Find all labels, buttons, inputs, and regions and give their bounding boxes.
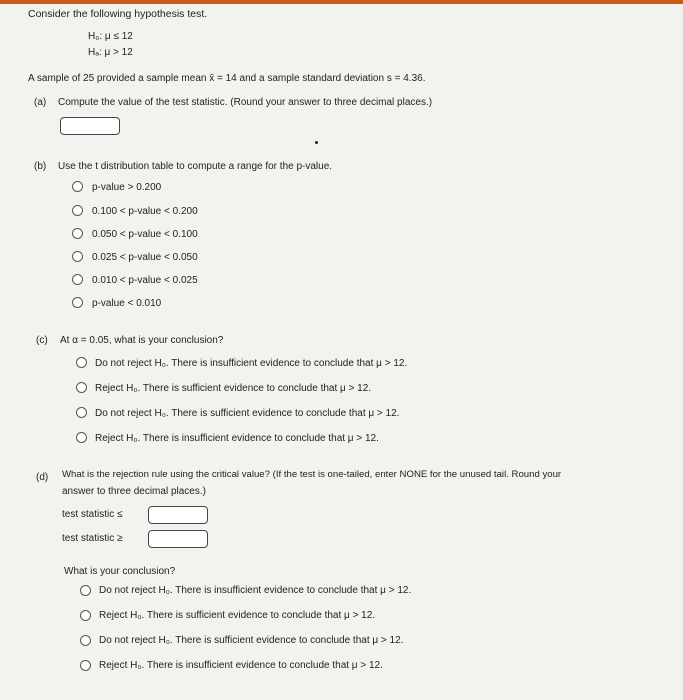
conclusion-c-option-1-label: Do not reject H₀. There is insufficient evidence to conclude that μ > 12. [95,358,408,369]
conclusion-c-option-4-radio[interactable] [76,432,87,443]
pvalue-option-4-label: 0.025 < p-value < 0.050 [92,252,198,263]
conclusion-d-option-1-label: Do not reject H₀. There is insufficient evidence to conclude that μ > 12. [99,585,412,596]
conclusion-d-option-3-label: Do not reject H₀. There is sufficient evidence to conclude that μ > 12. [99,635,404,646]
conclusion-c-option-1-radio[interactable] [76,357,87,368]
part-a-label: (a) [34,97,47,108]
pvalue-option-1-radio[interactable] [72,181,83,192]
conclusion-c-option-2-label: Reject H₀. There is sufficient evidence to conclude that μ > 12. [95,383,372,394]
pvalue-option-4-radio[interactable] [72,251,83,262]
alternative-hypothesis: Hₐ: μ > 12 [88,47,133,58]
pvalue-option-3-label: 0.050 < p-value < 0.100 [92,229,198,240]
top-accent-bar [0,0,683,4]
sample-statement: A sample of 25 provided a sample mean x̄ = 14 and a sample standard deviation s = 4.36. [28,73,426,84]
stray-dot [315,141,318,144]
part-d-question-line1: What is the rejection rule using the critical value? (If the test is one-tailed, enter NONE for the unused tail. Round your [62,469,562,480]
rejection-rule-upper-label: test statistic ≥ [62,533,123,544]
pvalue-option-3-radio[interactable] [72,228,83,239]
problem-title: Consider the following hypothesis test. [28,8,208,20]
part-c-question: At α = 0.05, what is your conclusion? [60,335,224,346]
test-statistic-input[interactable] [60,117,120,135]
conclusion-d-option-2-label: Reject H₀. There is sufficient evidence to conclude that μ > 12. [99,610,376,621]
part-b-label: (b) [34,161,47,172]
part-d-question-line2: answer to three decimal places.) [62,486,206,497]
conclusion-d-option-2-radio[interactable] [80,610,91,621]
part-b-question: Use the t distribution table to compute a range for the p-value. [58,161,333,172]
rejection-rule-upper-input[interactable] [148,530,208,548]
pvalue-option-5-radio[interactable] [72,274,83,285]
conclusion-c-option-3-label: Do not reject H₀. There is sufficient evidence to conclude that μ > 12. [95,408,400,419]
conclusion-d-option-4-label: Reject H₀. There is insufficient evidence to conclude that μ > 12. [99,660,383,671]
pvalue-option-2-label: 0.100 < p-value < 0.200 [92,206,198,217]
conclusion-d-option-4-radio[interactable] [80,660,91,671]
part-d-label: (d) [36,472,49,483]
pvalue-option-6-label: p-value < 0.010 [92,298,162,309]
null-hypothesis: H₀: μ ≤ 12 [88,31,133,42]
pvalue-option-2-radio[interactable] [72,205,83,216]
rejection-rule-lower-label: test statistic ≤ [62,509,123,520]
pvalue-option-6-radio[interactable] [72,297,83,308]
part-a-question: Compute the value of the test statistic. (Round your answer to three decimal places.) [58,97,433,108]
part-c-label: (c) [36,335,48,346]
conclusion-c-option-4-label: Reject H₀. There is insufficient evidence to conclude that μ > 12. [95,433,379,444]
pvalue-option-1-label: p-value > 0.200 [92,182,162,193]
conclusion-c-option-2-radio[interactable] [76,382,87,393]
conclusion-c-option-3-radio[interactable] [76,407,87,418]
conclusion-prompt: What is your conclusion? [64,566,176,577]
rejection-rule-lower-input[interactable] [148,506,208,524]
pvalue-option-5-label: 0.010 < p-value < 0.025 [92,275,198,286]
conclusion-d-option-3-radio[interactable] [80,635,91,646]
conclusion-d-option-1-radio[interactable] [80,585,91,596]
